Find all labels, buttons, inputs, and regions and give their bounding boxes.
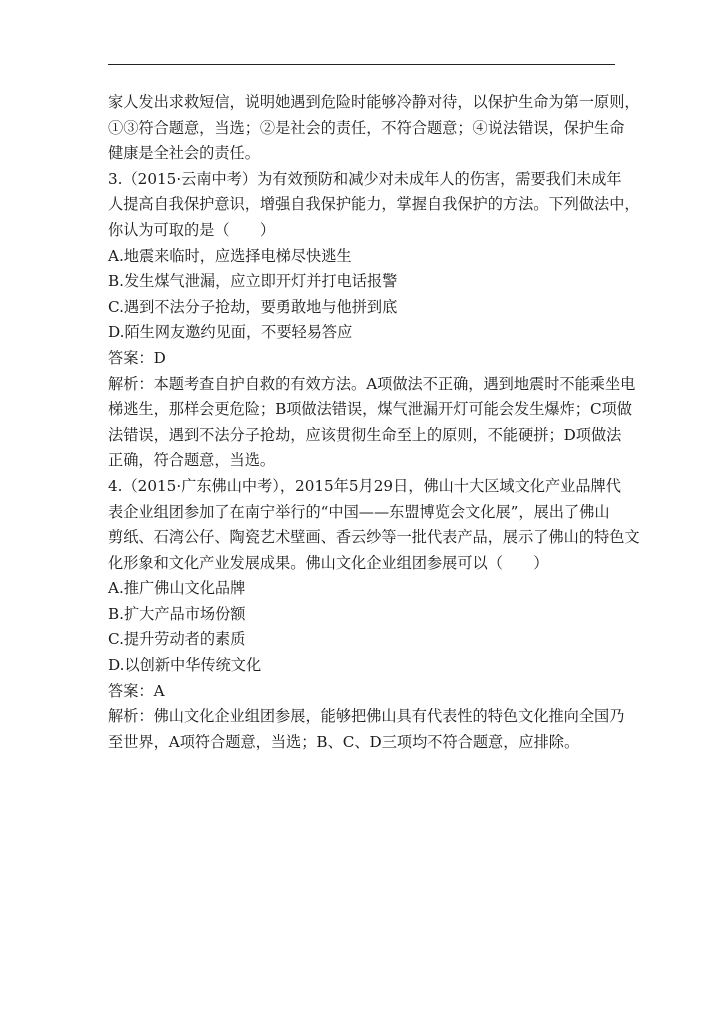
text-line: 至世界，A项符合题意，当选；B、C、D三项均不符合题意，应排除。 [108,732,580,751]
option-d: D.以创新中华传统文化 [108,656,262,675]
text-line: 人提高自我保护意识，增强自我保护能力，掌握自我保护的方法。下列做法中， [108,195,640,214]
option-b: B.发生煤气泄漏，应立即开灯并打电话报警 [108,272,398,291]
option-c: C.提升劳动者的素质 [108,630,246,649]
text-line: 家人发出求救短信，说明她遇到危险时能够冷静对待，以保护生命为第一原则， [108,93,640,111]
text-line: 化形象和文化产业发展成果。佛山文化企业组团参展可以（ ） [108,553,549,572]
text-line: 正确，符合题意，当选。 [108,451,276,470]
text-line: 法错误，遇到不法分子抢劫，应该贯彻生命至上的原则，不能硬拼；D项做法 [108,425,622,444]
option-b: B.扩大产品市场份额 [108,604,246,623]
text-line: 梯逃生，那样会更危险；B项做法错误，煤气泄漏开灯可能会发生爆炸；C项做 [108,400,632,419]
text-line: 剪纸、石湾公仔、陶瓷艺术壁画、香云纱等一批代表产品，展示了佛山的特色文 [108,528,640,547]
text-line: ①③符合题意，当选；②是社会的责任，不符合题意；④说法错误，保护生命 [108,118,625,137]
answer: 答案：A [108,681,165,700]
answer: 答案：D [108,348,166,367]
text-line: 健康是全社会的责任。 [108,144,260,163]
question-4-stem: 4.（2015·广东佛山中考），2015年5月29日，佛山十大区域文化产业品牌代 [108,476,621,495]
analysis: 解析：本题考查自护自救的有效方法。A项做法不正确，遇到地震时不能乘坐电 [108,374,636,393]
option-a: A.地震来临时，应选择电梯尽快逃生 [108,246,352,265]
option-a: A.推广佛山文化品牌 [108,579,246,598]
text-line: 表企业组团参加了在南宁举行的“中国——东盟博览会文化展”，展出了佛山 [108,502,610,521]
analysis: 解析：佛山文化企业组团参展，能够把佛山具有代表性的特色文化推向全国乃 [108,707,625,726]
option-d: D.陌生网友邀约见面，不要轻易答应 [108,323,353,342]
option-c: C.遇到不法分子抢劫，要勇敢地与他拼到底 [108,297,398,316]
text-line: 你认为可取的是（ ） [108,220,276,239]
document-body [108,90,640,755]
question-3-stem: 3.（2015·云南中考）为有效预防和减少对未成年人的伤害，需要我们未成年 [108,169,622,188]
header-rule [108,64,615,65]
